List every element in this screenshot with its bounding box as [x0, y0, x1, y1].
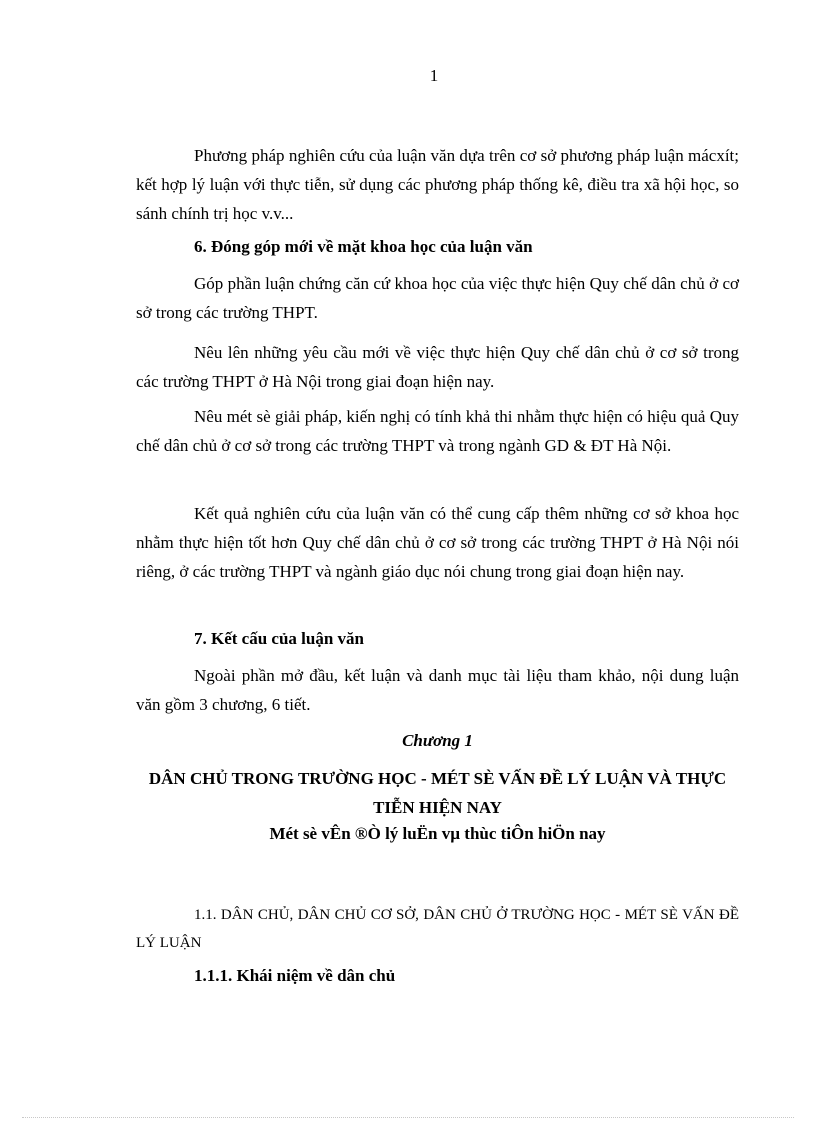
paragraph-contribution-3: Nêu mét sè giải pháp, kiến nghị có tính khả thi nhằm thực hiện có hiệu quả Quy chế dân chủ ở cơ sở trong các trường THPT và trong ngành GD & ĐT Hà Nội.: [136, 407, 739, 455]
chapter-subtitle: Mét sè vÊn ®Ò lý luËn vµ thùc tiÔn hiÖn nay: [269, 824, 606, 843]
paragraph-contribution-1: Góp phần luận chứng căn cứ khoa học của việc thực hiện Quy chế dân chủ ở cơ sở trong các trường THPT.: [136, 274, 739, 322]
page-bottom-divider: [22, 1117, 794, 1118]
subsection-heading: 1.1.1. Khái niệm về dân chủ: [194, 966, 396, 985]
heading-section-7: 7. Kết cấu của luận văn: [194, 629, 365, 648]
chapter-label: Chương 1: [402, 731, 473, 750]
paragraph-research-method: Phương pháp nghiên cứu của luận văn dựa trên cơ sở phương pháp luận mácxít; kết hợp lý luận với thực tiễn, sử dụng các phương pháp thống kê, điều tra xã hội học, so sánh chính trị học v.v...: [136, 146, 739, 223]
page-number: 1: [429, 66, 439, 85]
paragraph-contribution-4: Kết quả nghiên cứu của luận văn có thể cung cấp thêm những cơ sở khoa học nhằm thực hiện tốt hơn Quy chế dân chủ ở cơ sở trong các trường THPT ở Hà Nội nói riêng, ở các trường THPT và ngành giáo dục nói chung trong giai đoạn hiện nay.: [136, 504, 739, 581]
paragraph-structure: Ngoài phần mở đầu, kết luận và danh mục tài liệu tham khảo, nội dung luận văn gồm 3 chương, 6 tiết.: [136, 666, 739, 714]
chapter-title: DÂN CHỦ TRONG TRƯỜNG HỌC - MÉT SÈ VẤN ĐỀ LÝ LUẬN VÀ THỰC TIỄN HIỆN NAY: [148, 769, 727, 817]
section-heading: 1.1. DÂN CHỦ, DÂN CHỦ CƠ SỞ, DÂN CHỦ Ở TRƯỜNG HỌC - MÉT SÈ VẤN ĐỀ LÝ LUẬN: [136, 907, 739, 951]
heading-section-6: 6. Đóng góp mới về mặt khoa học của luận văn: [194, 237, 533, 256]
paragraph-contribution-2: Nêu lên những yêu cầu mới về việc thực hiện Quy chế dân chủ ở cơ sở trong các trường THPT ở Hà Nội trong giai đoạn hiện nay.: [136, 343, 739, 391]
